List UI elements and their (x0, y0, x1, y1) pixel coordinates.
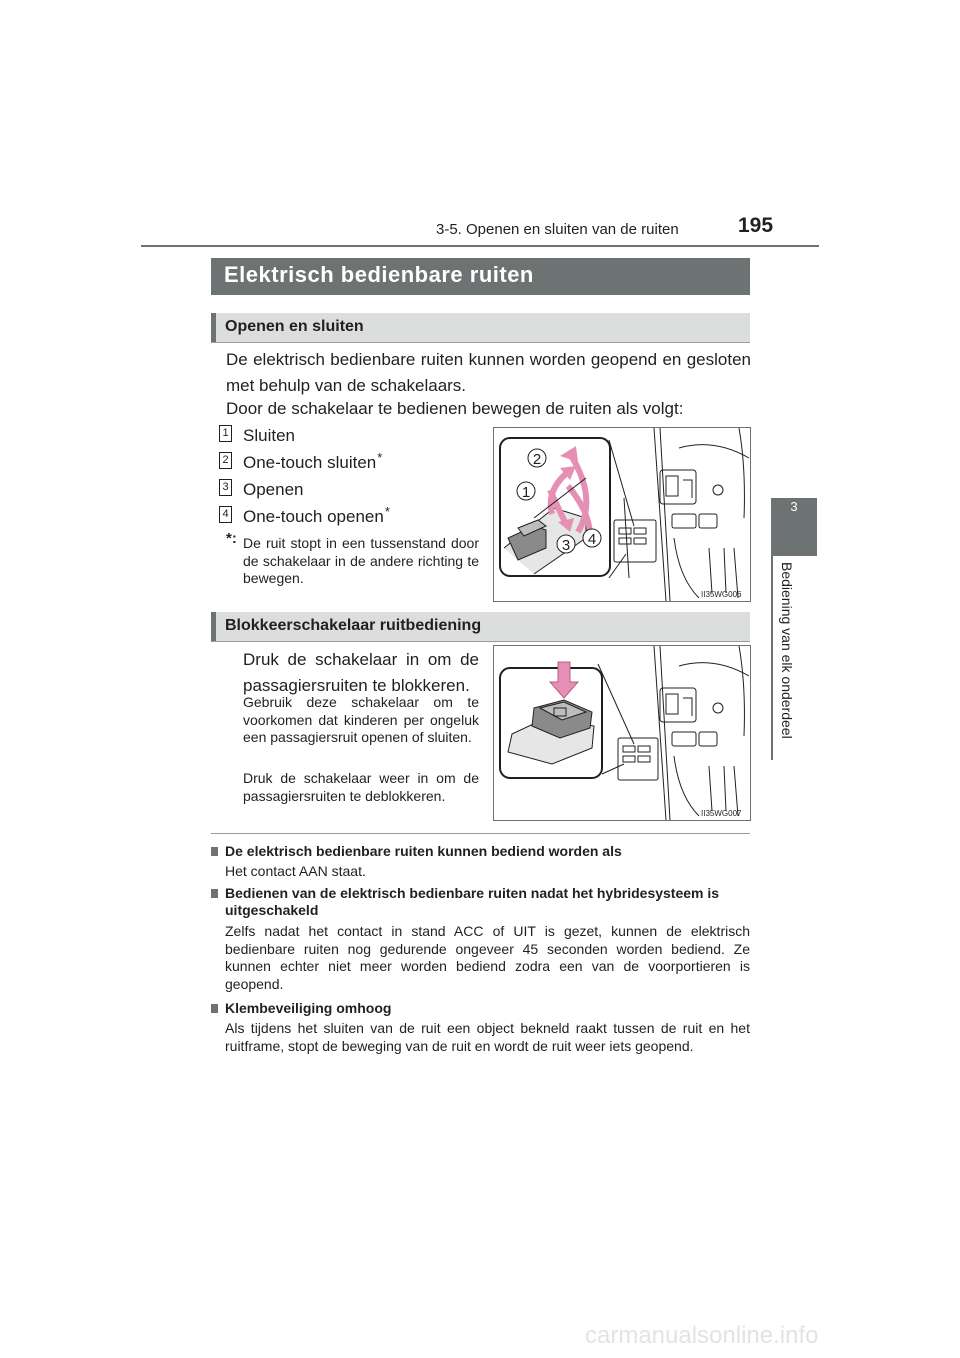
note-1-body: Het contact AAN staat. (225, 863, 366, 879)
note-2-title: Bedienen van de elektrisch bedienbare ruiten nadat het hybridesysteem is uitgeschakeld (225, 885, 720, 918)
callout-4: 4 (587, 531, 597, 548)
lock-switch-drawing (494, 646, 750, 820)
subheading-open-close (211, 313, 750, 343)
lock-note-2: Druk de schakelaar weer in om de passagiersruiten te deblokkeren. (243, 770, 479, 804)
note-3-title: Klembeveiliging omhoog (225, 1000, 392, 1016)
subheading-lock-switch (211, 612, 750, 642)
header-rule (141, 245, 819, 247)
note-bullet-icon (211, 889, 218, 898)
item-number-3: 3 (219, 479, 232, 496)
watermark: carmanualsonline.info (585, 1322, 819, 1349)
item-label-1: Sluiten (243, 426, 295, 445)
item-number-1: 1 (219, 425, 232, 442)
window-switch-drawing (494, 428, 750, 601)
window-switch-illustration (493, 427, 751, 602)
figure-code-1: II35WG006 (701, 590, 742, 599)
note-3-body: Als tijdens het sluiten van de ruit een object bekneld raakt tussen de ruit en het ruitframe, stopt de beweging van de ruit en wordt de ruit weer iets geopend. (225, 1020, 750, 1054)
page-number: 195 (738, 214, 774, 237)
note-2-body: Zelfs nadat het contact in stand ACC of UIT is gezet, kunnen de elektrisch bedienbare ruiten nog gedurende ongeveer 45 seconden worden bediend. Ze kunnen echter niet meer worden bediend zodra een van de voorportieren is geopend. (225, 923, 750, 992)
subheading-lock-switch-label: Blokkeerschakelaar ruitbediening (225, 617, 482, 634)
chapter-label: Bediening van elk onderdeel (779, 562, 795, 739)
lock-instruction: Druk de schakelaar in om de passagiersruiten te blokkeren. (243, 650, 479, 695)
item-label-3: Openen (243, 480, 304, 499)
callout-3: 3 (561, 537, 571, 554)
item-number-2: 2 (219, 452, 232, 469)
footnote-marker: *: (226, 530, 237, 547)
notes-divider (211, 833, 750, 834)
main-heading: Elektrisch bedienbare ruiten (224, 262, 534, 287)
footnote-text: De ruit stopt in een tussenstand door de schakelaar in de andere richting te bewegen. (243, 535, 479, 586)
note-bullet-icon (211, 847, 218, 856)
note-1-title: De elektrisch bedienbare ruiten kunnen bediend worden als (225, 843, 622, 859)
item-number-4: 4 (219, 506, 232, 523)
note-bullet-icon (211, 1004, 218, 1013)
callout-1: 1 (521, 484, 531, 501)
item-label-2: One-touch sluiten* (243, 450, 383, 472)
section-title: 3-5. Openen en sluiten van de ruiten (436, 221, 679, 238)
subheading-open-close-label: Openen en sluiten (225, 318, 364, 335)
subheading-accent (211, 313, 216, 342)
lock-note-1: Gebruik deze schakelaar om te voorkomen dat kinderen per ongeluk een passagiersruit openen of sluiten. (243, 694, 479, 745)
figure-code-2: II35WG007 (701, 809, 742, 818)
lock-switch-illustration (493, 645, 751, 821)
chapter-tab-rule (771, 555, 773, 760)
lead-paragraph: Door de schakelaar te bedienen bewegen de ruiten als volgt: (226, 399, 684, 418)
callout-2: 2 (532, 451, 542, 468)
item-label-4: One-touch openen* (243, 504, 390, 526)
subheading-accent (211, 612, 216, 641)
chapter-number: 3 (790, 499, 798, 514)
intro-paragraph: De elektrisch bedienbare ruiten kunnen worden geopend en gesloten met behulp van de schakelaars. (226, 350, 751, 395)
